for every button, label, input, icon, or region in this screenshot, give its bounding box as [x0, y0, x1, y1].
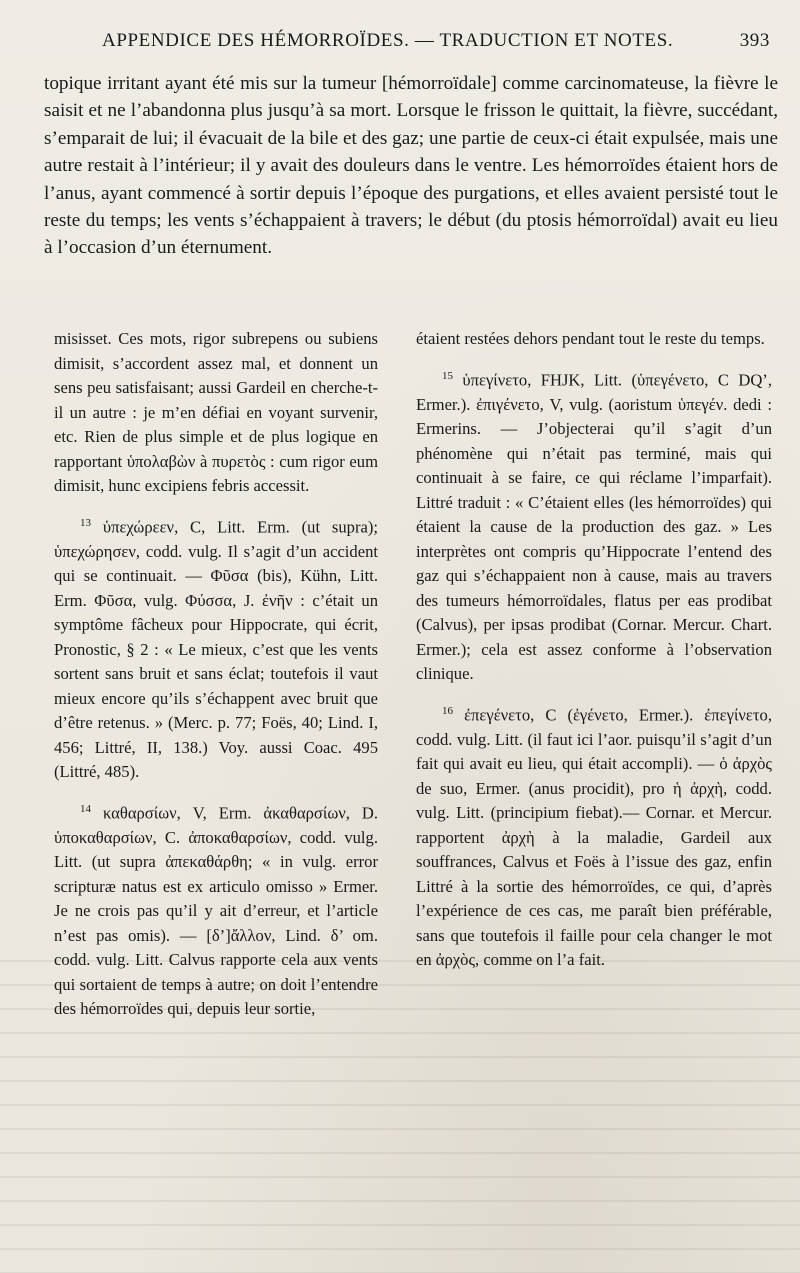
note-13 — [54, 511, 378, 785]
note-15 — [416, 364, 772, 687]
note-number: 14 — [80, 802, 91, 815]
note-number: 13 — [80, 516, 91, 529]
page-number: 393 — [739, 30, 770, 51]
notes-column-right — [416, 327, 772, 985]
note-continuation: misisset. Ces mots, rigor subrepens ou subiens dimisit, s’accordent assez mal, et donnent un sens peu satisfaisant; aussi Gardeil en cherche-t-il un autre : je m’en défiai en voyant survenir, etc. Rien de plus simple et de plus logique en rapportant ὑπολαβὼν à πυρετὸς : cum rigor eum dimisit, hunc excipiens febris accessit. — [54, 329, 378, 495]
note-text: ὑπεγίνετο, FHJK, Litt. (ὑπεγένετο, C DQ’, Ermer.). ἐπιγένετο, V, vulg. (aoristum ὑπεγέν. dedi : Ermerins. — J’objecterai qu’il s’agit d’un phénomène qui n’était pas terminé, mais qui continuait à se faire, ce qui réclame l’imparfait). Littré traduit : « C’étaient elles (les hémorroïdes) qui étaient la cause de la production des gaz. » Les interprètes ont compris qu’Hippocrate l’entend des gaz qui s’échappaient non à cause, mais au travers des tumeurs hémorroïdales, flatus per eas prodibat (Calvus), per ipsas prodibat (Cornar. Mercur. Chart. Ermer.); cela est assez conforme à l’observation clinique. — [416, 370, 772, 684]
note-text: καθαρσίων, V, Erm. ἀκαθαρσίων, D. ὑποκαθαρσίων, C. ἀποκαθαρσίων, codd. vulg. Litt. (ut supra ἀπεκαθάρθη; « in vulg. error scripturæ natus est ex articulo omisso » Ermer. Je ne crois pas qu’il y ait d’erreur, et l’article n’est pas omis). — [δ’]ἄλλον, Lind. δ’ om. codd. vulg. Litt. Calvus rapporte cela aux vents qui sortaient de temps à autre; on doit l’entendre des hémorroïdes qui, depuis leur sortie, — [54, 803, 378, 1019]
note-16 — [416, 699, 772, 973]
note-number: 16 — [442, 704, 453, 717]
notes-column-left — [54, 327, 378, 1034]
note-text: ἐπεγένετο, C (ἐγένετο, Ermer.). ἐπεγίνετο, codd. vulg. Litt. (il faut ici l’aor. puisqu’il s’agit d’un fait qui avait eu lieu, qui était accompli). — ὁ ἀρχὸς de suo, Ermer. (anus procidit), pro ἡ ἀρχὴ, codd. vulg. Litt. (principium fiebat).— Cornar. et Mercur. rapportent ἀρχὴ à la maladie, Gardeil aux souffrances, Calvus et Foës à l’issue des gaz, enfin Littré à la sortie des hémorroïdes, ce qui, d’après l’expérience de ces cas, me paraît bien préférable, sans que toutefois il faille pour cela changer le mot en ἀρχὸς, comme on l’a fait. — [416, 705, 772, 970]
note-14 — [54, 797, 378, 1022]
translation-paragraph — [44, 70, 778, 262]
note-number: 15 — [442, 369, 453, 382]
note-text: ὑπεχώρεεν, C, Litt. Erm. (ut supra); ὑπεχώρησεν, codd. vulg. Il s’agit d’un accident qui se continuait. — Φῦσα (bis), Kühn, Litt. Erm. Φῦσα, vulg. Φύσσα, J. ἐνῆν : c’était un symptôme fâcheux pour Hippocrate, qui écrit, Pronostic, § 2 : « Le mieux, c’est que les vents sortent sans bruit et sans éclat; toutefois il vaut mieux encore qu’ils s’échappent avec bruit que d’être retenus. » (Merc. p. 77; Foës, 40; Lind. I, 456; Littré, II, 138.) Voy. aussi Coac. 495 (Littré, 485). — [54, 517, 379, 782]
running-title: APPENDICE DES HÉMORROÏDES. — TRADUCTION ET NOTES. — [102, 30, 674, 51]
note-continuation: étaient restées dehors pendant tout le reste du temps. — [416, 329, 765, 348]
translation-text: topique irritant ayant été mis sur la tumeur [hémorroïdale] comme carcinomateuse, la fièvre le saisit et ne l’abandonna plus jusqu’à sa mort. Lorsque le frisson le quittait, la fièvre, succédant, s’emparait de lui; il évacuait de la bile et des gaz; une partie de ceux-ci était expulsée, mais une autre restait à l’intérieur; il y avait des douleurs dans le ventre. Les hémorroïdes étaient hors de l’anus, ayant commencé à sortir depuis l’époque des purgations, et elles avaient persisté tout le reste du temps; les vents s’échappaient à travers; le début (du ptosis hémorroïdal) avait eu lieu à l’occasion d’un éternument. — [44, 73, 778, 259]
